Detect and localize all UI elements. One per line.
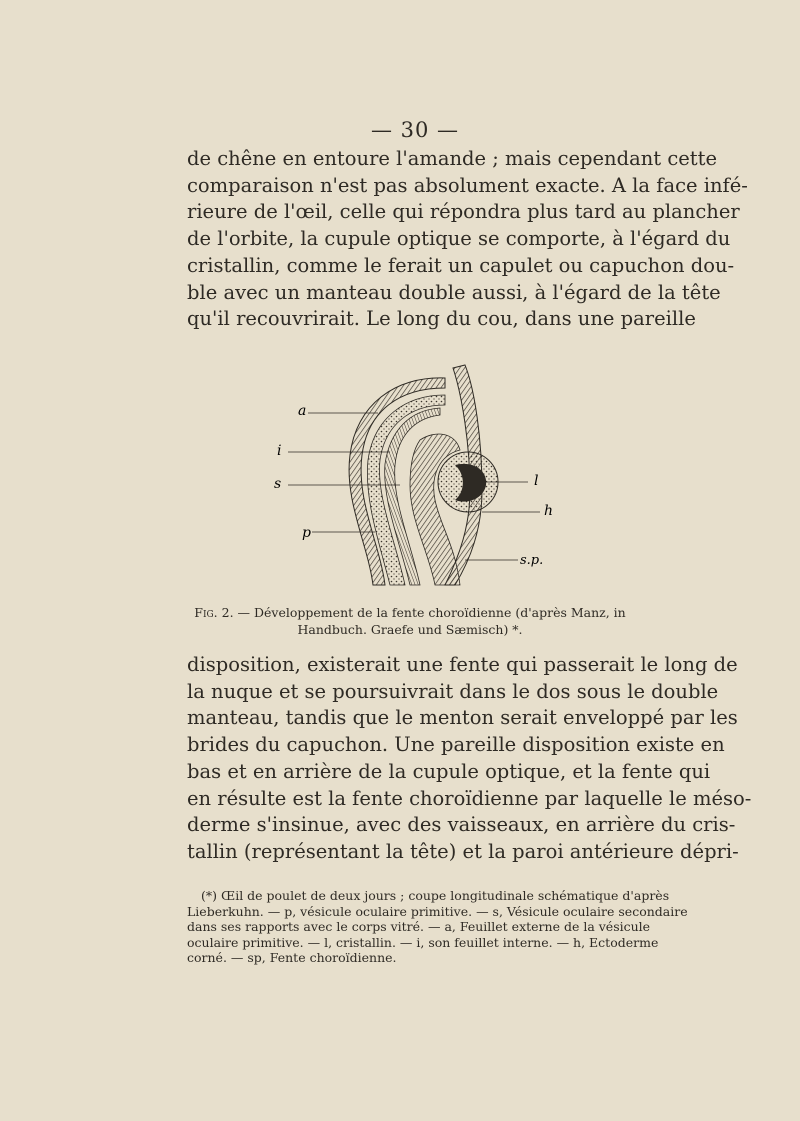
footnote-line: corné. — sp, Fente choroïdienne. bbox=[187, 950, 397, 965]
footnote-line: (*) Œil de poulet de deux jours ; coupe longitudinale schématique d'après bbox=[201, 888, 670, 903]
caption-line-2: Handbuch. Graefe und Sæmisch) *. bbox=[297, 622, 523, 637]
text-line: cristallin, comme le ferait un capulet ou capuchon dou- bbox=[187, 253, 735, 277]
caption-text: — Développement de la fente choroïdienne (d'après Manz, in bbox=[233, 605, 626, 620]
text-line: la nuque et se poursuivrait dans le dos sous le double bbox=[187, 679, 719, 703]
paragraph-2 bbox=[187, 652, 752, 866]
label-a: a bbox=[298, 403, 307, 419]
text-line: en résulte est la fente choroïdienne par laquelle le méso- bbox=[187, 786, 752, 810]
text-line: de chêne en entoure l'amande ; mais cependant cette bbox=[187, 147, 717, 170]
text-line: qu'il recouvrirait. Le long du cou, dans une pareille bbox=[187, 307, 696, 331]
eye-section-illustration bbox=[250, 360, 560, 590]
label-s: s bbox=[274, 476, 282, 492]
footnote-line: dans ses rapports avec le corps vitré. — a, Feuillet externe de la vésicule bbox=[187, 919, 651, 934]
text-line: brides du capuchon. Une pareille disposition existe en bbox=[187, 733, 725, 757]
text-line: tallin (représentant la tête) et la paroi antérieure dépri- bbox=[187, 839, 739, 863]
footnote-line: Lieberkuhn. — p, vésicule oculaire primitive. — s, Vésicule oculaire secondaire bbox=[187, 903, 688, 919]
footnote bbox=[187, 888, 688, 966]
figure-eye-section bbox=[250, 360, 560, 590]
text-line: derme s'insinue, avec des vaisseaux, en arrière du cris- bbox=[187, 813, 736, 837]
label-i: i bbox=[277, 443, 282, 459]
paragraph-1 bbox=[187, 146, 748, 333]
label-p: p bbox=[302, 525, 311, 541]
figure-number: Fig. 2. bbox=[194, 605, 234, 620]
label-sp: s.p. bbox=[520, 553, 544, 568]
text-line: disposition, existerait une fente qui passerait le long de bbox=[187, 653, 738, 676]
text-line: comparaison n'est pas absolument exacte. A la face infé- bbox=[187, 173, 748, 197]
label-l: l bbox=[534, 473, 539, 489]
text-line: bas et en arrière de la cupule optique, et la fente qui bbox=[187, 759, 711, 783]
page-number: — 30 — bbox=[370, 118, 460, 142]
label-h: h bbox=[544, 503, 554, 519]
text-line: ble avec un manteau double aussi, à l'égard de la tête bbox=[187, 280, 721, 304]
text-line: manteau, tandis que le menton serait enveloppé par les bbox=[187, 706, 738, 730]
footnote-line: oculaire primitive. — l, cristallin. — i, son feuillet interne. — h, Ectoderme bbox=[187, 934, 659, 950]
text-line: de l'orbite, la cupule optique se comporte, à l'égard du bbox=[187, 227, 731, 251]
text-line: rieure de l'œil, celle qui répondra plus tard au plancher bbox=[187, 200, 740, 224]
figure-caption bbox=[190, 604, 630, 638]
